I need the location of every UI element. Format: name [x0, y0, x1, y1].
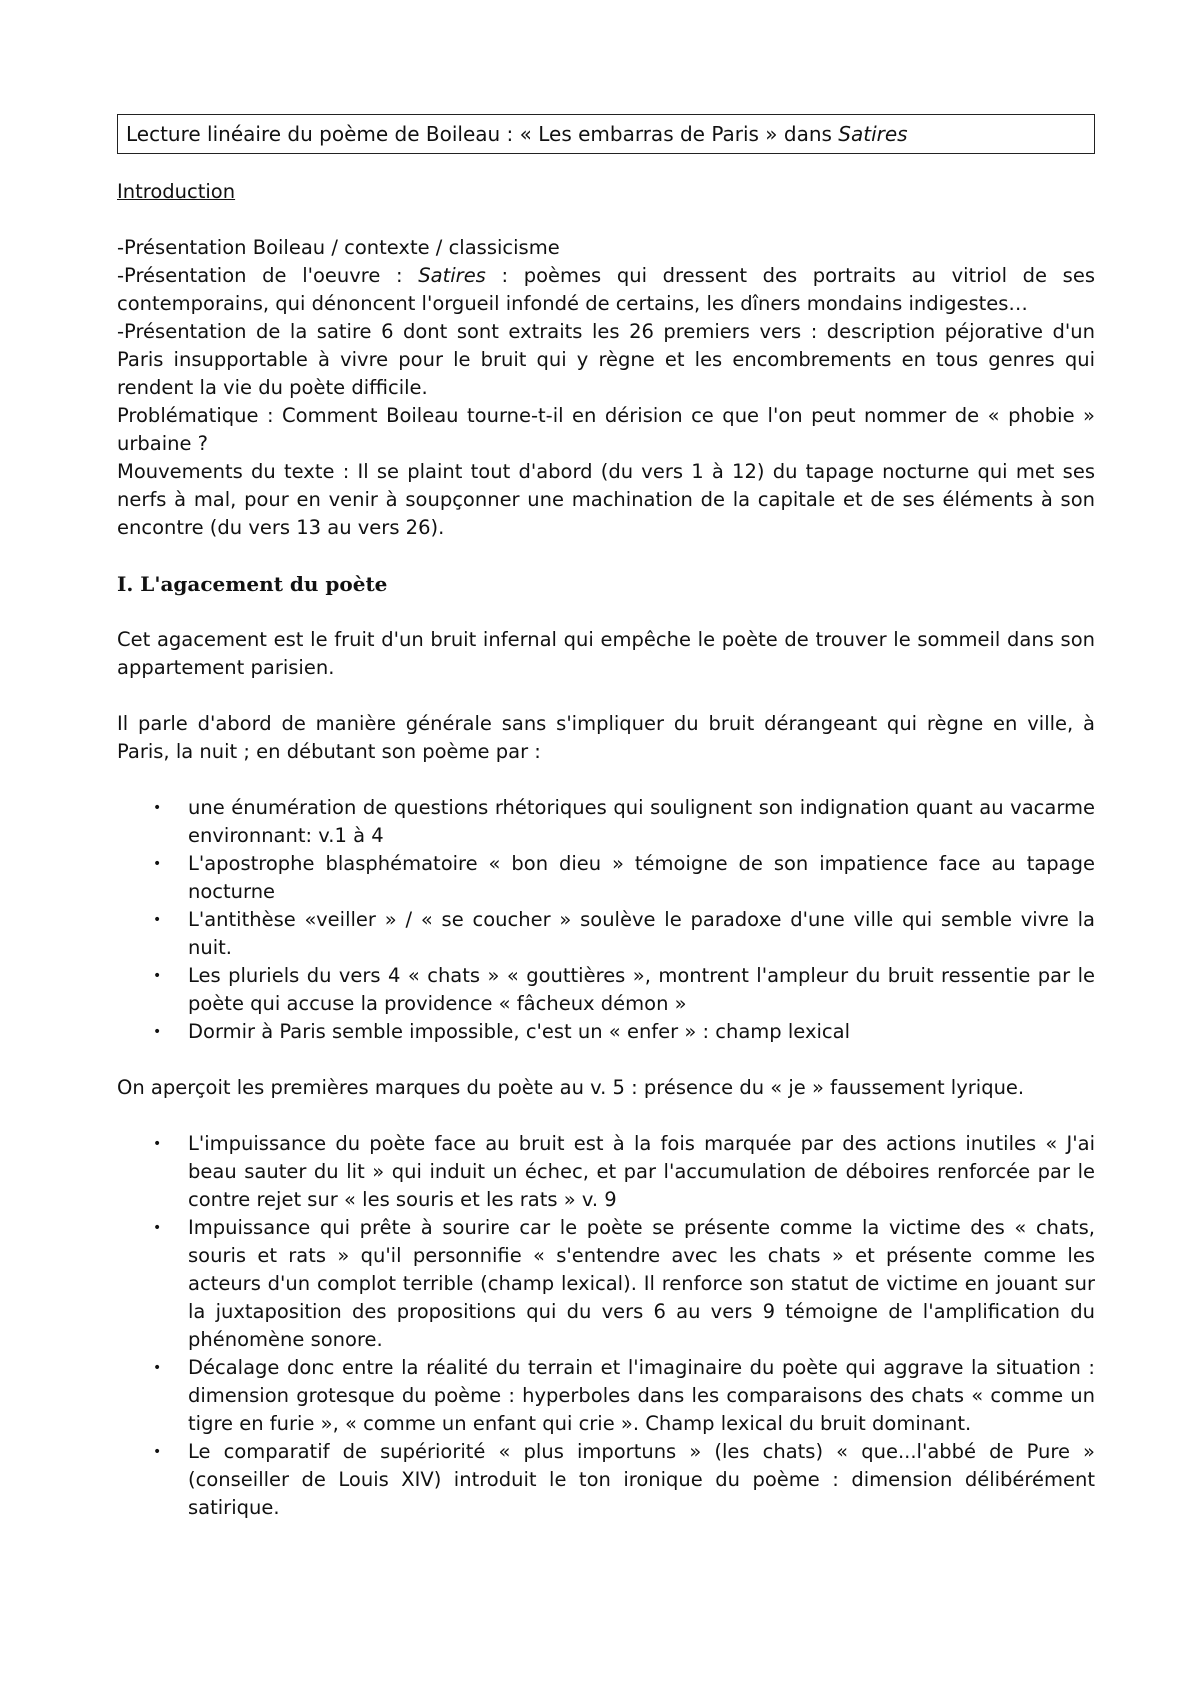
list-item	[117, 906, 1095, 962]
section-1-paragraph-1: Cet agacement est le fruit d'un bruit infernal qui empêche le poète de trouver le sommeil dans son appartement parisien.	[117, 628, 1095, 679]
bullet-icon: •	[153, 800, 162, 816]
list-item-text: Le comparatif de supériorité « plus importuns » (les chats) « que...l'abbé de Pure » (conseiller de Louis XIV) introduit le ton ironique du poème : dimension délibérément satirique.	[188, 1440, 1095, 1519]
list-item-text: Les pluriels du vers 4 « chats » « gouttières », montrent l'ampleur du bruit ressentie par le poète qui accuse la providence « fâcheux démon »	[188, 964, 1095, 1015]
list-item-text: L'apostrophe blasphématoire « bon dieu » témoigne de son impatience face au tapage nocturne	[188, 852, 1095, 903]
intro-p2-work: Satires	[418, 264, 486, 287]
intro-p2-prefix: -Présentation de l'oeuvre :	[117, 264, 419, 287]
list-item-text: L'impuissance du poète face au bruit est à la fois marquée par des actions inutiles « J'ai beau sauter du lit » qui induit un échec, et par l'accumulation de déboires renforcée par le contre rejet sur « les souris et les rats » v. 9	[188, 1132, 1095, 1211]
list-item	[117, 850, 1095, 906]
list-item	[117, 962, 1095, 1018]
section-1-paragraph-2: Il parle d'abord de manière générale sans s'impliquer du bruit dérangeant qui règne en ville, à Paris, la nuit ; en débutant son poème par :	[117, 712, 1095, 763]
list-item	[117, 1214, 1095, 1354]
mouvements-du-texte: Mouvements du texte : Il se plaint tout d'abord (du vers 1 à 12) du tapage nocturne qui met ses nerfs à mal, pour en venir à soupçonner une machination de la capitale et de ses éléments à son encontre (du vers 13 au vers 26).	[117, 460, 1095, 539]
list-item	[117, 1354, 1095, 1438]
list-item	[117, 794, 1095, 850]
bullet-icon: •	[153, 1360, 162, 1376]
bullet-icon: •	[153, 968, 162, 984]
document-page	[117, 114, 1095, 1522]
list-item	[117, 1438, 1095, 1522]
intro-paragraph-1: -Présentation Boileau / contexte / classicisme	[117, 236, 560, 259]
bullet-icon: •	[153, 1220, 162, 1236]
problematique: Problématique : Comment Boileau tourne-t-il en dérision ce que l'on peut nommer de « phobie » urbaine ?	[117, 404, 1095, 455]
list-item-text: Décalage donc entre la réalité du terrain et l'imaginaire du poète qui aggrave la situation : dimension grotesque du poème : hyperboles dans les comparaisons des chats « comme un tigre en furie », « comme un enfant qui crie ». Champ lexical du bruit dominant.	[188, 1356, 1095, 1435]
title-work: Satires	[838, 122, 908, 146]
introduction-heading: Introduction	[117, 180, 236, 203]
section-1-heading: I. L'agacement du poète	[117, 572, 388, 596]
list-item-text: Impuissance qui prête à sourire car le poète se présente comme la victime des « chats, souris et rats » qu'il personnifie « s'entendre avec les chats » et présente comme les acteurs d'un complot terrible (champ lexical). Il renforce son statut de victime en jouant sur la juxtaposition des propositions qui du vers 6 au vers 9 témoigne de l'amplification du phénomène sonore.	[188, 1216, 1095, 1351]
intro-p2-rest: : poèmes qui dressent des portraits au vitriol de ses contemporains, qui dénoncent l'orgueil infondé de certains, les dîners mondains indigestes…	[117, 264, 1095, 315]
bullet-icon: •	[153, 1024, 162, 1040]
bullet-list-1	[117, 794, 1095, 1046]
bullet-icon: •	[153, 912, 162, 928]
list-item	[117, 1130, 1095, 1214]
list-item	[117, 1018, 1095, 1046]
list-item-text: L'antithèse «veiller » / « se coucher » soulève le paradoxe d'une ville qui semble vivre la nuit.	[188, 908, 1095, 959]
title-prefix: Lecture linéaire du poème de Boileau : « Les embarras de Paris » dans	[126, 122, 839, 146]
bullet-list-2	[117, 1130, 1095, 1522]
bullet-icon: •	[153, 856, 162, 872]
section-1-paragraph-3: On aperçoit les premières marques du poète au v. 5 : présence du « je » faussement lyrique.	[117, 1076, 1025, 1099]
bullet-icon: •	[153, 1444, 162, 1460]
bullet-icon: •	[153, 1136, 162, 1152]
list-item-text: Dormir à Paris semble impossible, c'est un « enfer » : champ lexical	[188, 1020, 850, 1043]
intro-paragraph-3: -Présentation de la satire 6 dont sont extraits les 26 premiers vers : description péjorative d'un Paris insupportable à vivre pour le bruit qui y règne et les encombrements en tous genres qui rendent la vie du poète difficile.	[117, 320, 1095, 399]
document-title	[117, 114, 1095, 154]
list-item-text: une énumération de questions rhétoriques qui soulignent son indignation quant au vacarme environnant: v.1 à 4	[188, 796, 1095, 847]
intro-paragraph-2	[117, 262, 1095, 318]
